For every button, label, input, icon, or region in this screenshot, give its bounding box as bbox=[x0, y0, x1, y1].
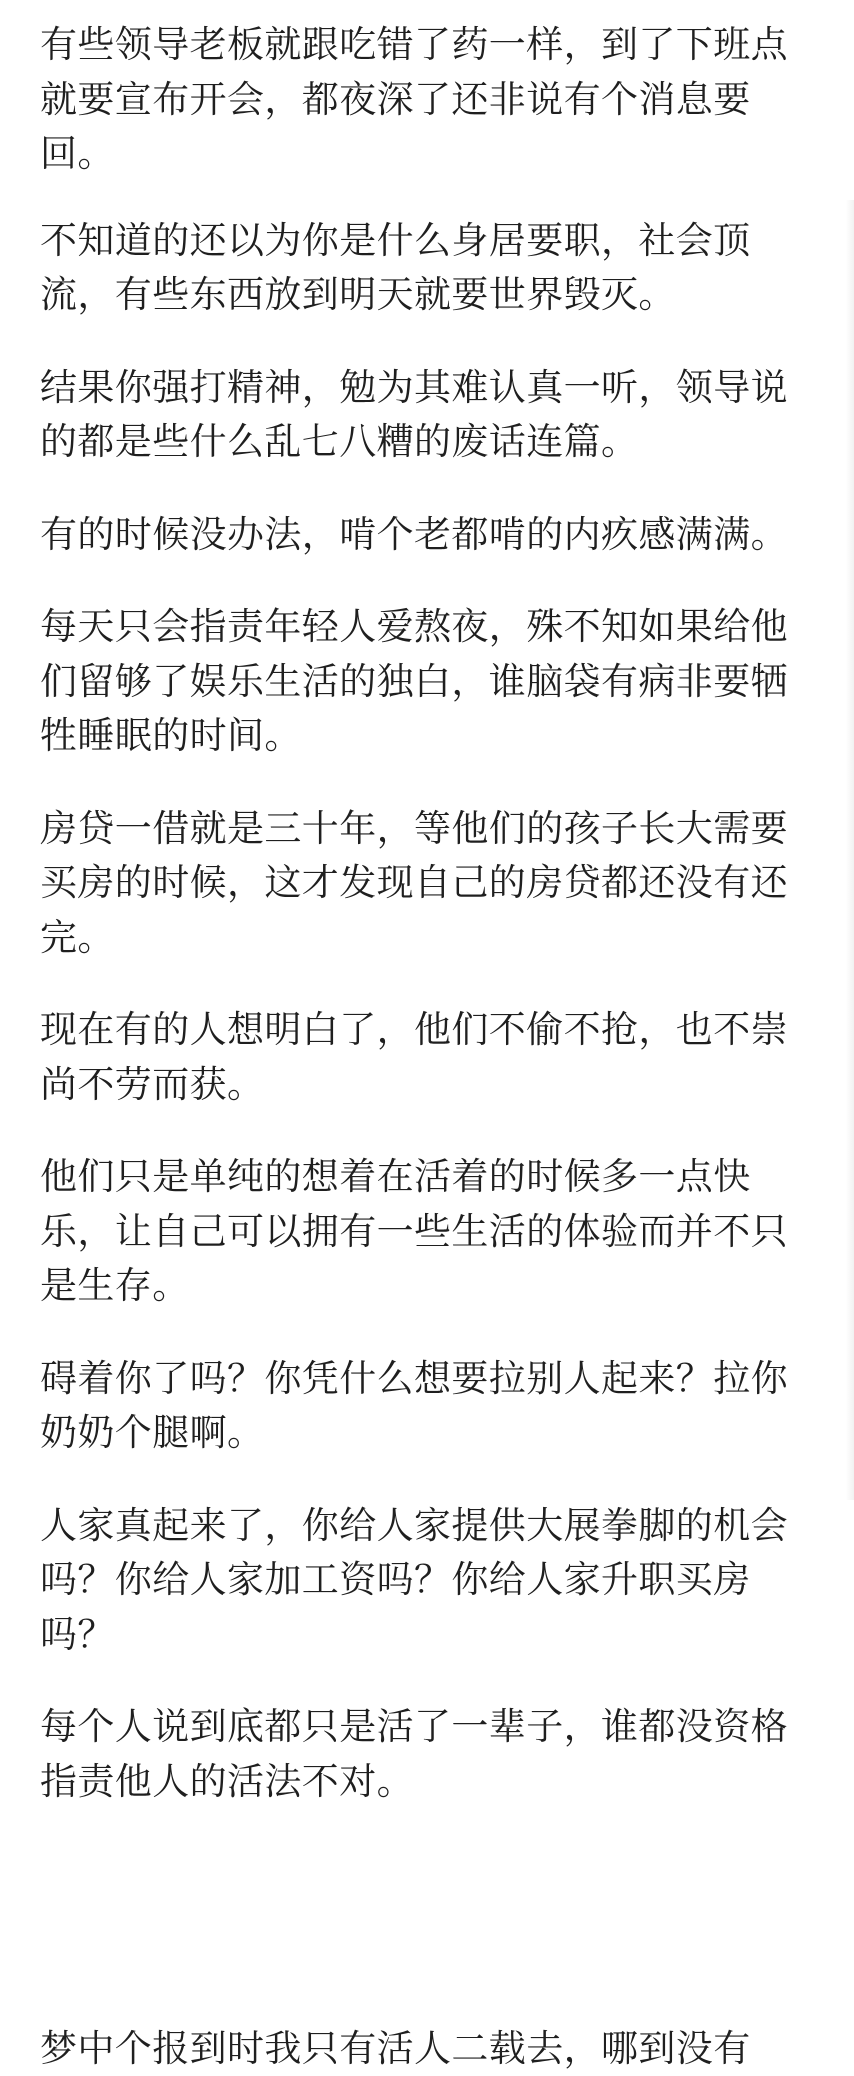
paragraph-11: 每个人说到底都只是活了一辈子，谁都没资格指责他人的活法不对。 bbox=[40, 1705, 788, 1803]
paragraph-4: 有的时候没办法，啃个老都啃的内疚感满满。 bbox=[40, 512, 788, 556]
paragraph-3: 结果你强打精神，勉为其难认真一听，领导说的都是些什么乱七八糟的废话连篇。 bbox=[40, 365, 788, 463]
paragraph-5: 每天只会指责年轻人爱熬夜，殊不知如果给他们留够了娱乐生活的独白，谁脑袋有病非要牺牲睡眠的时间。 bbox=[40, 605, 788, 757]
paragraph-6: 房贷一借就是三十年，等他们的孩子长大需要买房的时候，这才发现自己的房贷都还没有还完。 bbox=[40, 806, 788, 959]
paragraph-9: 碍着你了吗？你凭什么想要拉别人起来？拉你奶奶个腿啊。 bbox=[40, 1356, 788, 1454]
paragraph-2: 不知道的还以为你是什么身居要职，社会顶流，有些东西放到明天就要世界毁灭。 bbox=[40, 218, 751, 316]
article-body bbox=[40, 18, 816, 1847]
paragraph-10: 人家真起来了，你给人家提供大展拳脚的机会吗？你给人家加工资吗？你给人家升职买房吗？ bbox=[40, 1503, 788, 1656]
paragraph-7: 现在有的人想明白了，他们不偷不抢，也不崇尚不劳而获。 bbox=[40, 1008, 788, 1106]
paragraph-1: 有些领导老板就跟吃错了药一样，到了下班点就要宣布开会，都夜深了还非说有个消息要回。 bbox=[40, 23, 788, 175]
paragraph-8: 他们只是单纯的想着在活着的时候多一点快乐，让自己可以拥有一些生活的体验而并不只是生存。 bbox=[40, 1155, 788, 1307]
cutoff-paragraph: 梦中个报到时我只有活人二载去，哪到没有 bbox=[40, 2027, 751, 2070]
page-scroll-edge bbox=[846, 200, 854, 1500]
